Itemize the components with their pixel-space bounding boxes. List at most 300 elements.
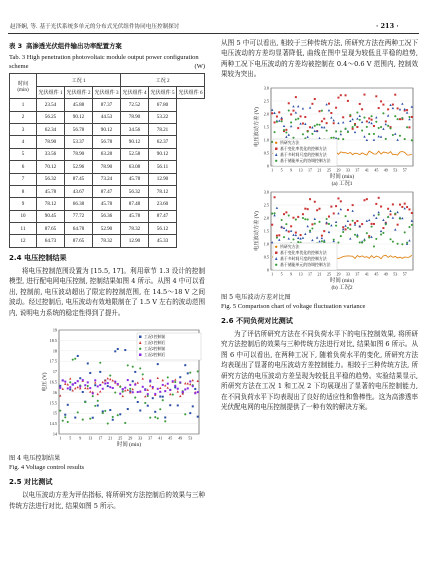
table-cell: 90.12 (121, 136, 149, 148)
fig4-series-4-point (84, 384, 86, 386)
table-cell: 56.78 (93, 136, 121, 148)
fig5-series-1-point (335, 107, 337, 109)
legend-label: 基于多时间尺度的控制方法 (280, 152, 327, 157)
fig5-series-1-point (361, 223, 363, 225)
fig5-series-3-point (288, 214, 290, 216)
table-cell: 56.32 (121, 185, 149, 197)
table-cell: 7 (10, 173, 37, 185)
fig4-series-1-point (197, 416, 199, 418)
y-tick-label: 14 (52, 431, 57, 437)
fig5-series-1-point (382, 103, 384, 105)
fig5-series-1-point (363, 199, 365, 201)
table-title: 高渗透光伏组件输出功率配置方案 (25, 42, 122, 50)
fig4-series-1-point (59, 385, 61, 387)
fig4-series-1-point (177, 405, 179, 407)
fig5-series-3-point (304, 218, 306, 220)
x-tick-label: 5 (69, 435, 72, 441)
fig5-series-3-point (363, 116, 365, 118)
table-number: 表 3 (9, 42, 23, 50)
fig5-series-1-point (337, 197, 339, 199)
table-cell: 63.28 (93, 148, 121, 160)
fig5-series-3-point (345, 215, 347, 217)
fig4-series-4-point (64, 381, 66, 383)
table-row (10, 111, 205, 123)
fig4-series-4-point (67, 388, 69, 390)
fig5-series-3-point (335, 224, 337, 226)
x-tick-label: 37 (148, 435, 153, 441)
fig4-series-3-point (104, 410, 106, 412)
x-tick-label: 53 (393, 167, 398, 173)
table-cell: 73.24 (93, 173, 121, 185)
fig5-series-1-point (406, 109, 408, 111)
fig4-series-1-point (109, 409, 111, 411)
fig5-series-3-point (411, 139, 413, 141)
fig5-series-1-point (328, 102, 330, 104)
fig4-series-4-point (127, 379, 129, 381)
fig5-series-3-point (394, 212, 396, 214)
table-cell: 43.67 (65, 185, 93, 197)
fig5-series-3-point (359, 119, 361, 121)
legend-label: 基于变化率优化的控制方法 (280, 146, 327, 151)
legend-label: 所研究方法 (280, 140, 300, 145)
table-cell: 23.60 (149, 198, 177, 210)
fig5-series-1-point (309, 198, 311, 200)
table-cell: 45.78 (121, 210, 149, 222)
table-cell: 45.78 (37, 185, 65, 197)
fig5-series-3-point (371, 115, 373, 117)
fig5-series-3-point (295, 218, 297, 220)
fig5-series-3-point (397, 118, 399, 120)
fig5-series-1-point (392, 203, 394, 205)
fig5-series-3-point (399, 135, 401, 137)
x-tick-label: 1 (271, 167, 274, 173)
fig5-series-1-point (340, 200, 342, 202)
fig5-series-3-point (288, 109, 290, 111)
x-tick-label: 29 (336, 271, 341, 277)
table-cell: 56.32 (37, 173, 65, 185)
fig5-series-1-point (363, 93, 365, 95)
fig5-series-1-point (274, 196, 276, 198)
fig4-series-1-point (74, 417, 76, 419)
fig5-series-1-point (347, 209, 349, 211)
y-tick-label: 16 (52, 390, 57, 396)
fig5-series-3-point (323, 241, 325, 243)
y-tick-label: 2.5 (263, 202, 269, 208)
fig5-series-3-point (337, 138, 339, 140)
fig5-series-3-point (314, 222, 316, 224)
fig4-series-3-point (144, 402, 146, 404)
fig5-series-3-point (385, 138, 387, 140)
fig4-series-3-point (69, 381, 71, 383)
fig5-series-3-point (326, 129, 328, 131)
fig5-series-3-point (361, 241, 363, 243)
page-number: · 213 · (376, 22, 399, 30)
table-row (10, 223, 205, 235)
legend-marker (275, 263, 277, 265)
fig4-series-1-point (99, 371, 101, 373)
fig5-series-1-point (328, 215, 330, 217)
x-tick-label: 25 (118, 435, 123, 441)
table-row (10, 185, 205, 197)
legend-marker (139, 348, 141, 350)
table-cell: 45.88 (65, 99, 93, 111)
fig5-series-3-point (283, 236, 285, 238)
fig5-series-1-point (292, 109, 294, 111)
fig4-series-3-point (184, 413, 186, 415)
fig4-series-1-point (87, 363, 89, 365)
fig5-series-3-point (295, 118, 297, 120)
table-cell: 52.90 (93, 223, 121, 235)
table-cell: 1 (10, 99, 37, 111)
fig4-series-4-point (194, 392, 196, 394)
fig4-series-4-point (172, 380, 174, 382)
x-tick-label: 53 (393, 271, 398, 277)
fig5-series-1-point (295, 96, 297, 98)
fig5-series-1-point (285, 211, 287, 213)
fig4-series-3-point (112, 416, 114, 418)
fig5-series-3-point (399, 217, 401, 219)
fig4-series-4-point (174, 385, 176, 387)
fig4-series-1-point (89, 372, 91, 374)
fig5-series-3-point (318, 124, 320, 126)
fig4-series-1-point (184, 364, 186, 366)
table-cell: 56.11 (149, 161, 177, 173)
fig5-series-3-point (285, 131, 287, 133)
section-2-5-paragraph: 以电压波动方差为评估指标, 将所研究方法控制后的效果与三种传统方法进行对比, 结果如图 5 所示。 (9, 491, 205, 510)
table-head-time (10, 74, 37, 99)
fig4-series-3-point (82, 419, 84, 421)
fig5-series-3-point (408, 226, 410, 228)
fig4-series-1-point (179, 376, 181, 378)
legend-label: 所研究方法 (280, 244, 300, 249)
fig5-series-1-point (349, 223, 351, 225)
x-tick-label: 49 (178, 435, 183, 441)
x-axis-label: 时间 (min) (329, 277, 355, 284)
y-tick-label: 15.5 (49, 400, 57, 406)
x-tick-label: 25 (326, 271, 331, 277)
fig5-series-1-point (333, 212, 335, 214)
fig4-series-1-point (162, 396, 164, 398)
table-head-group2: 工况 2 (121, 74, 205, 86)
y-tick-label: 1.0 (263, 137, 269, 143)
fig4-series-3-point (142, 373, 144, 375)
y-tick-label: 16.5 (49, 379, 57, 385)
fig5-series-1-point (316, 209, 318, 211)
fig5-series-3-point (297, 117, 299, 119)
header-rule (8, 33, 419, 34)
fig4-series-4-point (92, 393, 94, 395)
fig5-series-3-point (335, 130, 337, 132)
fig5-series-3-point (347, 131, 349, 133)
fig4-series-3-point (62, 420, 64, 422)
fig4-series-4-point (129, 384, 131, 386)
fig4-series-1-point (127, 408, 129, 410)
fig5-series-1-point (326, 122, 328, 124)
legend-label: 工况1控制前 (144, 335, 166, 340)
fig5-series-1-point (359, 103, 361, 105)
fig5-series-3-point (330, 137, 332, 139)
left-column (9, 38, 205, 511)
fig4-series-1-point (82, 391, 84, 393)
table-cell: 78.21 (149, 123, 177, 135)
table-cell: 12 (10, 235, 37, 247)
fig5-series-1-point (278, 234, 280, 236)
fig5-series-3-point (375, 121, 377, 123)
fig5-series-3-point (382, 232, 384, 234)
fig4-series-3-point (197, 371, 199, 373)
fig4-series-4-point (104, 383, 106, 385)
table-cell: 72.52 (121, 99, 149, 111)
x-tick-label: 1 (271, 271, 274, 277)
fig5-series-1-point (385, 120, 387, 122)
fig4-series-4-point (187, 388, 189, 390)
fig4-series-1-point (139, 410, 141, 412)
legend-label: 基于多时间尺度的控制方法 (280, 256, 327, 261)
fig4-series-3-point (117, 414, 119, 416)
figure-4-caption-en: Fig. 4 Voltage control results (9, 464, 85, 472)
fig4-series-4-point (167, 383, 169, 385)
x-tick-label: 9 (79, 435, 82, 441)
fig5-series-1-point (397, 107, 399, 109)
fig5-series-1-point (278, 111, 280, 113)
fig5-series-1-point (311, 103, 313, 105)
fig4-series-4-point (62, 380, 64, 382)
fig5-series-1-point (302, 122, 304, 124)
fig4-series-3-point (122, 391, 124, 393)
fig5-series-1-point (300, 234, 302, 236)
fig4-series-4-point (197, 391, 199, 393)
table-row (10, 173, 205, 185)
fig5-series-1-point (375, 203, 377, 205)
fig5-series-3-point (366, 126, 368, 128)
fig4-series-1-point (169, 404, 171, 406)
table-col-header: 光伏组件 4 (121, 86, 149, 98)
table-cell: 45.33 (149, 235, 177, 247)
fig4-series-4-point (189, 381, 191, 383)
legend-label: 工况2控制后 (144, 353, 166, 358)
fig4-series-1-point (132, 380, 134, 382)
fig4-series-4-point (192, 385, 194, 387)
fig4-series-4-point (182, 391, 184, 393)
fig5-series-3-point (307, 130, 309, 132)
fig5-series-1-point (411, 116, 413, 118)
fig5-series-1-point (285, 129, 287, 131)
fig5-series-3-point (276, 121, 278, 123)
table-cell: 62.37 (149, 136, 177, 148)
fig5-series-3-point (378, 213, 380, 215)
fig5-series-1-point (401, 206, 403, 208)
fig4-series-4-point (149, 380, 151, 382)
table-cell: 78.90 (65, 148, 93, 160)
table-cell: 77.72 (65, 210, 93, 222)
fig5-series-3-point (387, 216, 389, 218)
fig5-series-1-point (271, 112, 273, 114)
fig4-series-1-point (147, 405, 149, 407)
table-cell: 52.96 (65, 161, 93, 173)
table-head-time-unit: (min) (17, 86, 29, 93)
x-tick-label: 57 (402, 167, 407, 173)
fig5-series-1-point (366, 120, 368, 122)
fig5-series-1-point (368, 117, 370, 119)
fig5-series-1-point (392, 103, 394, 105)
y-tick-label: 18.5 (49, 338, 57, 344)
fig5-series-3-point (302, 133, 304, 135)
fig5-series-1-point (380, 205, 382, 207)
table-row (10, 198, 205, 210)
table-cell: 90.12 (65, 111, 93, 123)
fig4-series-4-point (119, 393, 121, 395)
fig4-series-3-point (59, 410, 61, 412)
fig5-series-3-point (368, 236, 370, 238)
fig4-series-1-point (192, 405, 194, 407)
fig5-series-3-point (274, 212, 276, 214)
fig5-series-1-point (314, 201, 316, 203)
fig4-series-4-point (94, 379, 96, 381)
table-cell: 78.90 (121, 111, 149, 123)
fig5-series-3-point (333, 136, 335, 138)
section-2-6-paragraph: 为了评估所研究方法在不同负荷水平下的电压控制效果, 将所研究方法控制后的效果与三种传统方法进行对比, 结果如图 6 所示。从图 6 中可以看出, 在两种工况下, 随着负荷水平的变化, 所研究方法均表现出了显著的电压波动方差控制能力。相较于三种传统方法, 所研究方法的电压波动方差呈现为较低且平稳的趋势。实验结果显示, 所研究方法在工况 1 和工况 2 下均展现出了显著的电压控制能力, 在不同负荷水平下均表现出了良好的适应性和鲁棒性。这为高渗透率光伏配电网的电压控制提供了一种有效的解决方案。 (221, 329, 418, 411)
fig5-series-3-point (394, 115, 396, 117)
x-tick-label: 13 (298, 167, 303, 173)
fig5-series-3-point (281, 219, 283, 221)
table-cell: 78.32 (121, 223, 149, 235)
fig4-series-3-point (97, 400, 99, 402)
fig5-series-3-point (378, 127, 380, 129)
table-cell: 64.78 (65, 223, 93, 235)
fig5-series-3-point (352, 126, 354, 128)
x-tick-label: 21 (317, 167, 322, 173)
fig4-series-3-point (67, 421, 69, 423)
table-cell: 3 (10, 123, 37, 135)
fig4-series-4-point (102, 388, 104, 390)
fig5-series-3-point (401, 243, 403, 245)
fig4-series-1-point (64, 414, 66, 416)
table-cell: 90.12 (93, 123, 121, 135)
fig5-series-3-point (401, 117, 403, 119)
table-cell: 53.37 (65, 136, 93, 148)
y-tick-label: 1.5 (263, 124, 269, 130)
fig5-series-1-point (382, 227, 384, 229)
fig5-series-1-point (323, 118, 325, 120)
legend-marker (275, 147, 278, 150)
fig4-series-1-point (94, 384, 96, 386)
fig4-series-3-point (94, 405, 96, 407)
fig4-series-3-point (119, 386, 121, 388)
fig4-series-3-point (132, 366, 134, 368)
section-2-5-heading: 2.5 对比测试 (9, 477, 53, 487)
fig5-series-1-point (375, 95, 377, 97)
fig5-series-1-point (399, 118, 401, 120)
table-cell: 87.65 (65, 235, 93, 247)
y-tick-label: 18 (52, 348, 57, 354)
fig5-series-1-point (380, 100, 382, 102)
fig5-series-1-point (330, 205, 332, 207)
fig5-series-3-point (373, 245, 375, 247)
x-tick-label: 17 (98, 435, 103, 441)
fig5-series-3-point (368, 133, 370, 135)
fig4-series-4-point (184, 389, 186, 391)
fig5-series-3-point (408, 116, 410, 118)
fig5-series-1-point (309, 126, 311, 128)
y-tick-label: 1.0 (263, 241, 269, 247)
fig5-series-1-point (352, 128, 354, 130)
fig4-series-4-point (134, 384, 136, 386)
fig4-series-1-point (119, 413, 121, 415)
x-axis-label: 时间 (min) (329, 173, 355, 180)
fig4-series-3-point (157, 417, 159, 419)
section-2-4-heading: 2.4 电压控制结果 (9, 252, 67, 262)
table-cell: 63.08 (121, 161, 149, 173)
table-unit: (W) (194, 62, 205, 70)
fig5-series-1-point (292, 217, 294, 219)
table-cell: 34.56 (121, 123, 149, 135)
fig5-series-3-point (340, 130, 342, 132)
fig5-series-1-point (347, 100, 349, 102)
fig5-series-3-point (389, 238, 391, 240)
fig4-series-4-point (122, 388, 124, 390)
fig4-series-3-point (92, 395, 94, 397)
fig4-series-4-point (114, 381, 116, 383)
fig5-series-3-point (276, 236, 278, 238)
fig5-series-1-point (295, 231, 297, 233)
fig5-series-1-point (276, 115, 278, 117)
table-row (10, 161, 205, 173)
fig4-series-4-point (117, 383, 119, 385)
table-caption-en-text: Tab. 3 High penetration photovoltaic module output power configuration scheme (9, 53, 199, 70)
table-cell: 45.78 (93, 198, 121, 210)
running-header: 赵泽娴, 等. 基于光伏系统多单元的分布式光伏组件协同电压控制探讨 (10, 24, 180, 30)
fig4-series-1-point (97, 405, 99, 407)
x-tick-label: 21 (108, 435, 113, 441)
table-row (10, 136, 205, 148)
x-tick-label: 17 (308, 271, 313, 277)
x-tick-label: 5 (280, 167, 283, 173)
fig4-series-4-point (137, 391, 139, 393)
x-tick-label: 45 (374, 271, 379, 277)
fig4-series-1-point (154, 411, 156, 413)
fig5-series-3-point (292, 238, 294, 240)
fig5-series-1-point (283, 213, 285, 215)
fig5-series-1-point (408, 208, 410, 210)
fig4-series-4-point (99, 384, 101, 386)
y-tick-label: 3.0 (263, 85, 269, 91)
table-cell: 67.80 (149, 99, 177, 111)
fig4-series-1-point (152, 397, 154, 399)
table-col-header: 光伏组件 1 (37, 86, 65, 98)
y-tick-label: 0.5 (263, 254, 269, 260)
x-tick-label: 33 (345, 271, 350, 277)
fig4-series-3-point (102, 412, 104, 414)
section-2-6-heading: 2.6 不同负荷对比测试 (221, 315, 293, 325)
fig5-series-1-point (361, 108, 363, 110)
subfigure-label: (b) 工况2 (331, 284, 353, 291)
x-tick-label: 5 (280, 271, 283, 277)
fig4-series-1-point (114, 350, 116, 352)
fig4-series-1-point (194, 388, 196, 390)
legend-marker (275, 251, 278, 254)
table-cell: 78.32 (93, 235, 121, 247)
fig4-series-1-point (77, 355, 79, 357)
table-cell: 33.56 (37, 148, 65, 160)
fig4-series-3-point (109, 375, 111, 377)
fig5-series-3-point (349, 228, 351, 230)
fig4-series-3-point (164, 420, 166, 422)
fig4-series-1-point (137, 401, 139, 403)
fig4-series-3-point (84, 401, 86, 403)
fig5-series-3-point (363, 239, 365, 241)
fig5-series-3-point (371, 225, 373, 227)
fig5-series-1-point (288, 102, 290, 104)
